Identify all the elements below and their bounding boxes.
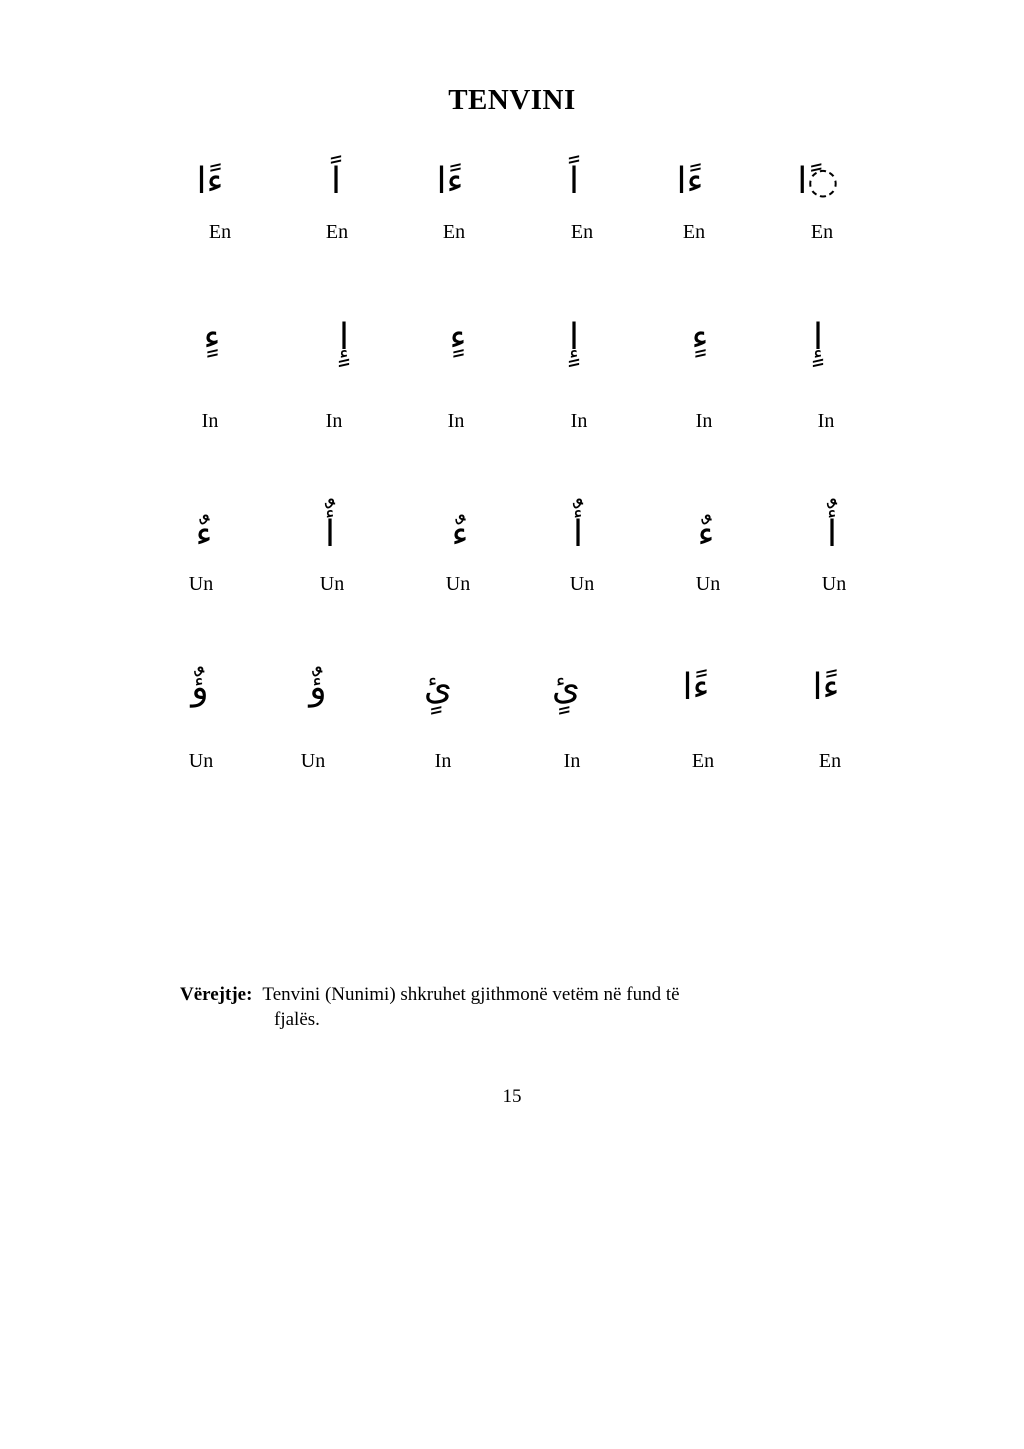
arabic-letter: ءًا (682, 667, 710, 708)
transliteration-label: Un (821, 573, 847, 595)
page-number: 15 (502, 1086, 522, 1107)
note-paragraph (180, 982, 800, 1032)
transliteration-label: In (325, 410, 343, 432)
transliteration-label: In (434, 750, 452, 772)
arabic-letter: ئٍ (423, 667, 453, 708)
transliteration-label: Un (695, 573, 721, 595)
arabic-letter: ئٍ (551, 667, 581, 708)
transliteration-label: En (818, 750, 842, 772)
transliteration-label: Un (319, 573, 345, 595)
arabic-letter: ءًا (812, 667, 840, 708)
arabic-letter: ءًا (196, 161, 224, 202)
note-text-line2: fjalës. (274, 1009, 320, 1030)
arabic-letter: ؤٌ (191, 667, 209, 708)
transliteration-label: En (570, 221, 594, 243)
arabic-letter: أٌ (826, 514, 837, 555)
arabic-letter: ءٍ (691, 317, 709, 358)
arabic-letter: ءًا (436, 161, 464, 202)
arabic-letter: إٍ (338, 317, 349, 358)
transliteration-label: In (201, 410, 219, 432)
arabic-letter: ءٌ (697, 514, 715, 555)
transliteration-label: In (447, 410, 465, 432)
transliteration-label: Un (445, 573, 471, 595)
transliteration-label: In (695, 410, 713, 432)
transliteration-label: Un (300, 750, 326, 772)
transliteration-label: Un (569, 573, 595, 595)
note-text-line1: Tenvini (Nunimi) shkruhet gjithmonë vetëm në fund të (262, 984, 680, 1005)
arabic-letter: اً (568, 161, 579, 202)
transliteration-label: Un (188, 750, 214, 772)
transliteration-label: En (442, 221, 466, 243)
note-lead: Vërejtje: (180, 984, 253, 1005)
transliteration-label: En (810, 221, 834, 243)
transliteration-label: En (208, 221, 232, 243)
arabic-letter: ءٍ (203, 317, 221, 358)
arabic-letter: اً (330, 161, 341, 202)
arabic-letter: إٍ (568, 317, 579, 358)
transliteration-label: In (563, 750, 581, 772)
transliteration-label: In (570, 410, 588, 432)
arabic-letter: ؤٌ (309, 667, 327, 708)
transliteration-label: En (691, 750, 715, 772)
arabic-letter: ءٌ (195, 514, 213, 555)
arabic-letter: ءًا (676, 161, 704, 202)
arabic-letter: إٍ (812, 317, 823, 358)
arabic-letter: ءٍ (449, 317, 467, 358)
transliteration-label: Un (188, 573, 214, 595)
arabic-letter: أٌ (324, 514, 335, 555)
page-title: TENVINI (448, 84, 576, 116)
transliteration-label: En (325, 221, 349, 243)
arabic-letter: ءٌ (451, 514, 469, 555)
arabic-letter: أٌ (572, 514, 583, 555)
arabic-letter: ◌ًا (797, 161, 839, 202)
transliteration-label: En (682, 221, 706, 243)
transliteration-label: In (817, 410, 835, 432)
